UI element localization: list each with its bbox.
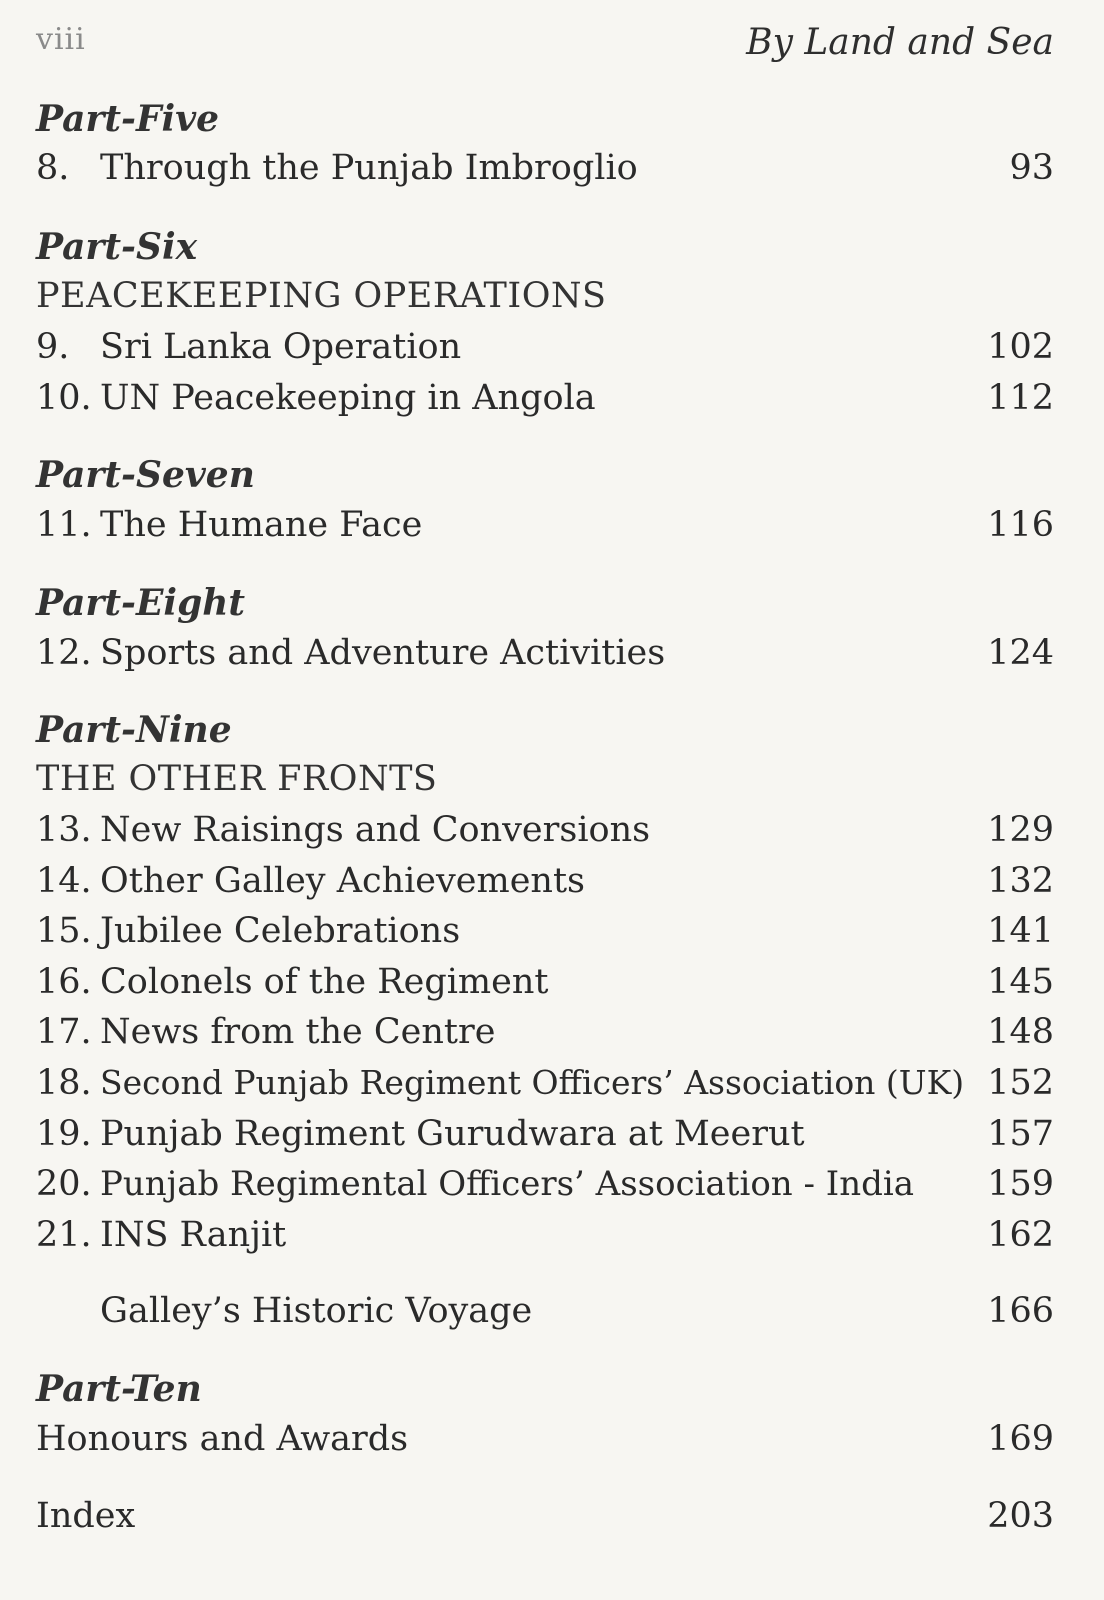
chapter-number: 12. xyxy=(36,633,92,673)
page-ref: 102 xyxy=(987,327,1054,367)
chapter-title: Colonels of the Regiment xyxy=(100,962,549,1002)
page-ref: 124 xyxy=(987,633,1054,673)
part-subtitle: THE OTHER FRONTS xyxy=(36,759,438,799)
chapter-title: Sports and Adventure Activities xyxy=(100,633,666,673)
chapter-title: New Raisings and Conversions xyxy=(100,810,651,850)
toc-entry xyxy=(36,1291,1054,1337)
page-ref: 148 xyxy=(987,1012,1054,1052)
toc-entry xyxy=(36,1114,1054,1160)
chapter-title: Second Punjab Regiment Officers’ Association (UK) xyxy=(100,1063,965,1102)
toc-entry xyxy=(36,378,1054,424)
page-ref: 93 xyxy=(1009,148,1054,188)
chapter-title: Through the Punjab Imbroglio xyxy=(100,148,638,188)
chapter-title: INS Ranjit xyxy=(100,1215,287,1255)
chapter-number: 10. xyxy=(36,378,92,418)
part-heading: Part-Five xyxy=(36,98,220,140)
toc-entry xyxy=(36,327,1054,373)
chapter-number: 19. xyxy=(36,1114,92,1154)
toc-entry xyxy=(36,1012,1054,1058)
page-ref: 152 xyxy=(987,1063,1054,1103)
chapter-title: Index xyxy=(36,1496,136,1536)
chapter-title: Other Galley Achievements xyxy=(100,861,585,901)
part-heading: Part-Six xyxy=(36,226,198,268)
page-ref: 141 xyxy=(987,911,1054,951)
chapter-number: 16. xyxy=(36,962,92,1002)
part-heading: Part-Eight xyxy=(36,582,246,624)
toc-entry xyxy=(36,810,1054,856)
running-title: By Land and Sea xyxy=(746,22,1054,63)
chapter-number: 15. xyxy=(36,911,92,951)
chapter-number: 14. xyxy=(36,861,92,901)
toc-entry xyxy=(36,1215,1054,1261)
chapter-number: 11. xyxy=(36,505,92,545)
page-ref: 145 xyxy=(987,962,1054,1002)
part-heading: Part-Seven xyxy=(36,454,255,496)
toc-entry xyxy=(36,148,1054,194)
chapter-number: 18. xyxy=(36,1063,92,1103)
toc-entry xyxy=(36,1419,1054,1465)
chapter-number: 17. xyxy=(36,1012,92,1052)
chapter-number: 21. xyxy=(36,1215,92,1255)
page-ref: 166 xyxy=(987,1291,1054,1331)
page-ref: 203 xyxy=(987,1496,1054,1536)
page-ref: 157 xyxy=(987,1114,1054,1154)
chapter-title: Honours and Awards xyxy=(36,1419,409,1459)
toc-entry xyxy=(36,861,1054,907)
page-ref: 112 xyxy=(987,378,1054,418)
chapter-title: Punjab Regiment Gurudwara at Meerut xyxy=(100,1114,805,1154)
page-ref: 116 xyxy=(987,505,1054,545)
part-subtitle: PEACEKEEPING OPERATIONS xyxy=(36,276,607,316)
toc-entry xyxy=(36,911,1054,957)
toc-entry xyxy=(36,1063,1054,1109)
toc-entry xyxy=(36,633,1054,679)
page-ref: 162 xyxy=(987,1215,1054,1255)
page-ref: 129 xyxy=(987,810,1054,850)
chapter-title: Punjab Regimental Officers’ Association - India xyxy=(100,1164,915,1204)
page-ref: 159 xyxy=(987,1164,1054,1204)
chapter-title: News from the Centre xyxy=(100,1012,496,1052)
page-ref: 132 xyxy=(987,861,1054,901)
part-heading: Part-Nine xyxy=(36,709,232,751)
page-ref: 169 xyxy=(987,1419,1054,1459)
chapter-title: Galley’s Historic Voyage xyxy=(100,1291,533,1331)
chapter-number: 13. xyxy=(36,810,92,850)
chapter-title: Sri Lanka Operation xyxy=(100,327,462,367)
page-number-roman: viii xyxy=(36,22,86,57)
toc-entry xyxy=(36,1496,1054,1542)
chapter-number: 20. xyxy=(36,1164,92,1204)
toc-entry xyxy=(36,962,1054,1008)
chapter-number: 8. xyxy=(36,148,70,188)
toc-entry xyxy=(36,1164,1054,1210)
chapter-title: The Humane Face xyxy=(100,505,423,545)
toc-entry xyxy=(36,505,1054,551)
chapter-number: 9. xyxy=(36,327,70,367)
chapter-title: Jubilee Celebrations xyxy=(100,911,461,951)
part-heading: Part-Ten xyxy=(36,1368,202,1410)
chapter-title: UN Peacekeeping in Angola xyxy=(100,378,596,418)
